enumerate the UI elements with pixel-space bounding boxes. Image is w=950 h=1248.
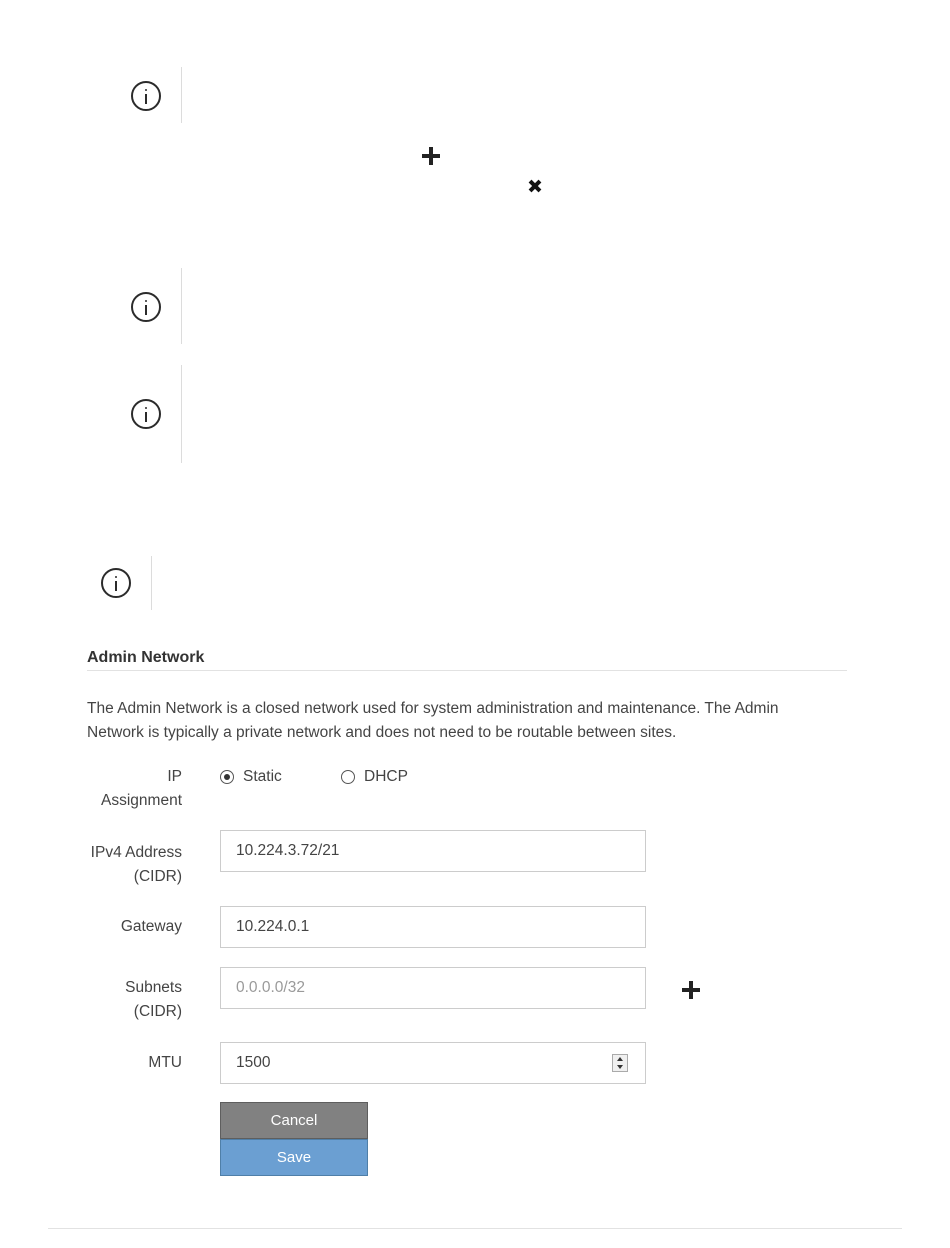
section-title: Admin Network bbox=[87, 649, 205, 666]
radio-static-button[interactable] bbox=[220, 770, 234, 784]
gateway-input[interactable]: 10.224.0.1 bbox=[220, 906, 646, 948]
note-divider bbox=[181, 365, 182, 463]
description-line: Network is typically a private network and does not need to be routable between sites. bbox=[87, 724, 677, 741]
note-divider bbox=[151, 556, 152, 610]
radio-dhcp[interactable] bbox=[341, 765, 408, 789]
close-icon bbox=[528, 179, 542, 193]
note-divider bbox=[181, 268, 182, 344]
radio-static[interactable] bbox=[220, 765, 282, 789]
description-line: The Admin Network is a closed network used for system administration and maintenance. The Admin bbox=[87, 700, 779, 717]
add-subnet-icon[interactable] bbox=[682, 981, 700, 999]
mtu-input[interactable] bbox=[220, 1042, 646, 1084]
note-divider bbox=[181, 67, 182, 123]
ipv4-address-input[interactable]: 10.224.3.72/21 bbox=[220, 830, 646, 872]
mtu-value: 1500 bbox=[236, 1054, 271, 1071]
info-icon bbox=[131, 399, 161, 429]
mtu-stepper[interactable] bbox=[612, 1054, 628, 1072]
ip-assignment-label: IP Assignment bbox=[101, 768, 182, 809]
info-icon bbox=[131, 81, 161, 111]
plus-icon bbox=[422, 147, 440, 165]
cancel-button[interactable]: Cancel bbox=[220, 1102, 368, 1139]
ipv4-address-label: IPv4 Address (CIDR) bbox=[90, 844, 182, 885]
mtu-label: MTU bbox=[148, 1054, 182, 1071]
info-icon bbox=[131, 292, 161, 322]
radio-static-label: Static bbox=[243, 768, 282, 785]
subnets-input[interactable]: 0.0.0.0/32 bbox=[220, 967, 646, 1009]
gateway-label: Gateway bbox=[120, 918, 182, 935]
info-icon bbox=[101, 568, 131, 598]
save-button[interactable]: Save bbox=[220, 1139, 368, 1176]
section-description bbox=[87, 697, 857, 745]
radio-dhcp-label: DHCP bbox=[364, 768, 408, 785]
section-divider bbox=[87, 670, 847, 671]
subnets-label: Subnets (CIDR) bbox=[125, 979, 182, 1020]
radio-dhcp-button[interactable] bbox=[341, 770, 355, 784]
page-footer-divider bbox=[48, 1228, 902, 1229]
